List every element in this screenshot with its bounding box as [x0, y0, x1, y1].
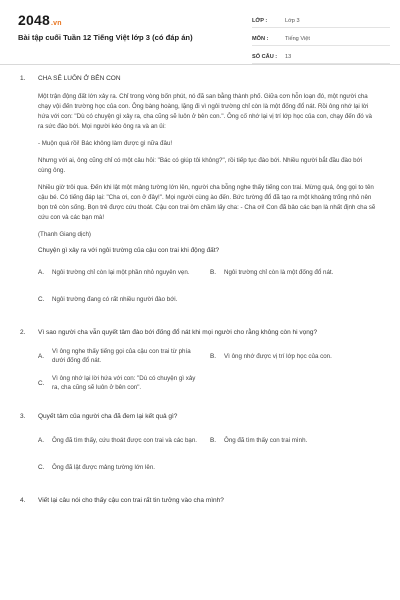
option-letter: B. — [210, 436, 217, 444]
option-a[interactable] — [38, 346, 210, 366]
option-letter: C. — [38, 295, 45, 303]
question-number: 4. — [20, 497, 26, 504]
passage-paragraph: Nhiều giờ trôi qua. Đến khi lật một mảng tường lớn lên, người cha bỗng nghe thấy tiếng con trai. Mừng quá, ông gọi to tên cậu bé. Có tiếng đáp lại: "Cha ơi, con ở đây!". Mọi người cùng ào đến. Bức tường đổ đã tạo ra một khoảng trống nhỏ nên bọn trẻ còn sống. Bọn trẻ được cứu thoát. Cậu con trai ôm chầm lấy cha: - Cha ơi! Con đã bảo các bạn là nhất định cha sẽ cứu con và các bạn mà! — [38, 184, 376, 221]
option-a[interactable] — [38, 262, 210, 282]
passage-paragraph: - Muộn quá rồi! Bác không làm được gì nữa đâu! — [38, 140, 173, 147]
meta-key: MÔN : — [252, 35, 269, 42]
option-letter: A. — [38, 436, 45, 444]
meta-key: LỚP : — [252, 17, 268, 24]
option-letter: C. — [38, 463, 45, 471]
meta-value: Tiếng Việt — [285, 35, 310, 42]
option-text: Ông đã tìm thấy con trai mình. — [224, 436, 308, 444]
meta-row-grade — [252, 14, 390, 28]
question-4 — [0, 496, 400, 506]
option-letter: A. — [38, 268, 45, 276]
logo-main: 2048 — [18, 12, 50, 28]
answer-options — [0, 430, 400, 484]
worksheet-title: Bài tập cuối Tuần 12 Tiếng Việt lớp 3 (có đáp án) — [18, 33, 193, 42]
option-text: Ngôi trường chỉ còn là một đống đổ nát. — [224, 268, 334, 276]
option-b[interactable] — [210, 430, 382, 450]
question-number: 1. — [20, 75, 26, 82]
option-c[interactable] — [38, 457, 210, 477]
question-title: CHA SẼ LUÔN Ở BÊN CON — [38, 75, 121, 82]
option-text: Vì ông nghe thấy tiếng gọi của cậu con trai từ phía dưới đống đổ nát. — [52, 348, 191, 364]
question-title: Viết lại câu nói cho thấy cậu con trai rất tin tưởng vào cha mình? — [38, 497, 224, 504]
question-title: Quyết tâm của người cha đã đem lại kết quả gì? — [38, 413, 178, 420]
option-b[interactable] — [210, 262, 382, 282]
meta-row-count — [252, 50, 390, 64]
option-text: Vì ông nhớ lại lời hứa với con: "Dù có chuyện gì xảy ra, cha cũng sẽ luôn ở bên con". — [52, 375, 196, 391]
option-letter: B. — [210, 268, 217, 276]
site-logo[interactable] — [18, 12, 62, 28]
questions-list — [0, 74, 400, 518]
meta-row-subject — [252, 32, 390, 46]
meta-key: SỐ CÂU : — [252, 53, 278, 60]
option-text: Vì ông nhớ được vị trí lớp học của con. — [224, 352, 332, 360]
option-text: Ông đã tìm thấy, cứu thoát được con trai và các bạn. — [52, 436, 197, 444]
question-number: 3. — [20, 413, 26, 420]
option-letter: A. — [38, 352, 45, 360]
logo-suffix: .vn — [50, 20, 62, 27]
answer-options — [0, 346, 400, 400]
option-a[interactable] — [38, 430, 210, 450]
question-3 — [0, 412, 400, 484]
option-c[interactable] — [38, 289, 210, 309]
passage-source: (Thanh Giang dịch) — [38, 231, 91, 238]
option-text: Ông đã lật được mảng tường lớn lên. — [52, 463, 156, 471]
passage-paragraph: Một trận động đất lớn xảy ra. Chỉ trong vòng bốn phút, nó đã san bằng thành phố. Giữa cơn hỗn loạn đó, một người cha chạy vội đến trường học của con. Ông bàng hoàng, lặng đi vì ngôi trường chỉ còn là một đống đổ nát. Rồi ông nhớ lại lời hứa với con: "Dù có chuyện gì xảy ra, cha cũng sẽ luôn ở bên con.". Ông cố nhớ lại vị trí lớp học của con, chạy đến đó và ra sức đào bới. Mọi người kéo ông ra và an ủi: — [38, 93, 372, 130]
header — [0, 0, 400, 65]
question-1 — [0, 74, 400, 316]
meta-value: 13 — [285, 53, 292, 60]
option-b[interactable] — [210, 346, 382, 366]
answer-options — [0, 262, 400, 316]
option-c[interactable] — [38, 373, 210, 393]
option-letter: C. — [38, 379, 45, 387]
question-heading — [0, 74, 400, 84]
question-prompt: Chuyện gì xảy ra với ngôi trường của cậu con trai khi động đất? — [38, 247, 220, 254]
question-heading — [0, 496, 400, 506]
meta-info — [252, 14, 390, 68]
question-2 — [0, 328, 400, 400]
question-number: 2. — [20, 329, 26, 336]
question-title: Vì sao người cha vẫn quyết tâm đào bới đống đổ nát khi mọi người cho rằng không còn hi vọng? — [38, 329, 318, 336]
passage-paragraph: Nhưng với ai, ông cũng chỉ có một câu hỏi: "Bác có giúp tôi không?", rồi tiếp tục đào bới. Nhiều người bắt đầu đào bới cùng ông. — [38, 157, 363, 174]
option-text: Ngôi trường đang có rất nhiều người đào bới. — [52, 295, 178, 303]
option-text: Ngôi trường chỉ còn lại một phần nhỏ nguyên vẹn. — [52, 268, 190, 276]
question-heading — [0, 328, 400, 338]
meta-value: Lớp 3 — [285, 17, 300, 24]
question-heading — [0, 412, 400, 422]
option-letter: B. — [210, 352, 217, 360]
reading-passage — [0, 92, 400, 240]
